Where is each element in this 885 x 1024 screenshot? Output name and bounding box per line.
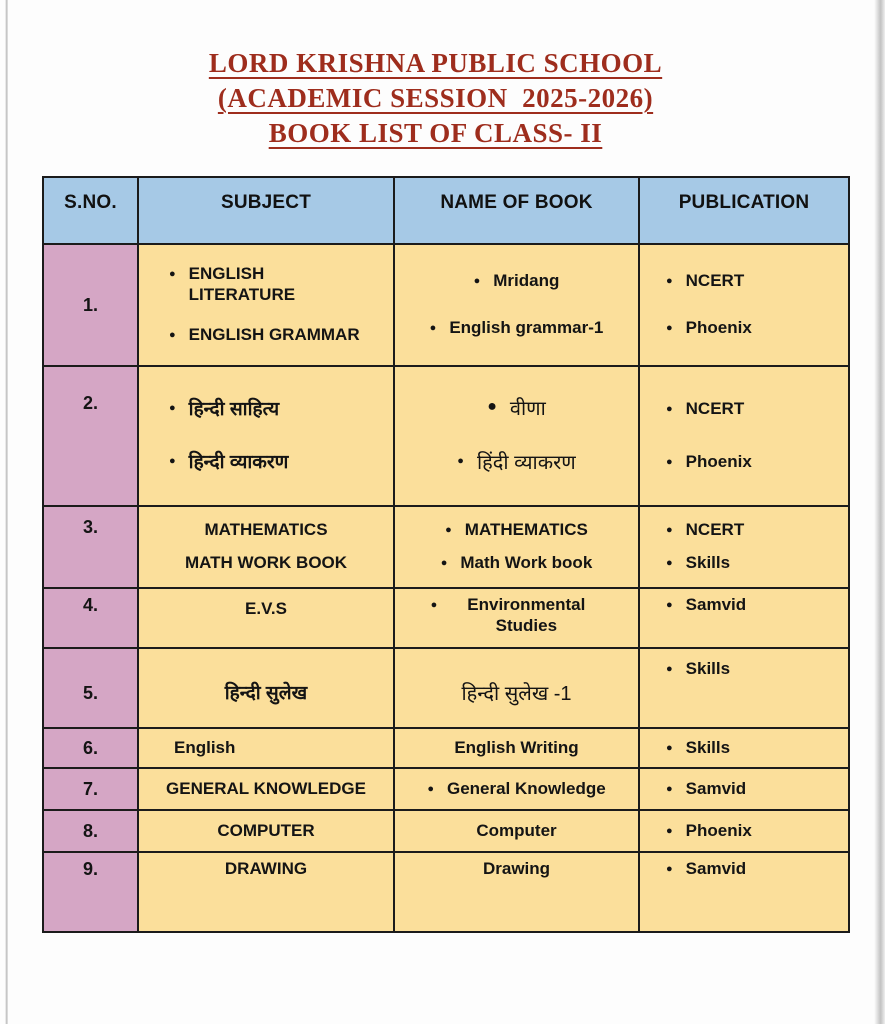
table-row: [43, 728, 849, 768]
publication-name: Phoenix: [685, 318, 752, 338]
serial-number: 8.: [82, 820, 98, 841]
table-row: [43, 244, 849, 366]
bullet-icon: ●: [445, 523, 452, 536]
bullet-icon: ●: [666, 863, 673, 875]
book-name: हिन्दी सुलेख -1: [461, 682, 572, 705]
publication-item: [666, 859, 746, 880]
book-item: [431, 595, 603, 636]
publication-name: Phoenix: [685, 820, 752, 840]
table-row: [43, 648, 849, 728]
table-row: [43, 810, 849, 852]
bullet-icon: ●: [169, 455, 176, 468]
book-item: [427, 779, 605, 800]
document-header: [0, 46, 871, 151]
col-header-book: NAME OF BOOK: [394, 177, 639, 244]
subject-item: [225, 682, 307, 705]
subject-item: [166, 779, 366, 800]
subject-text: ENGLISH LITERATURE: [188, 264, 296, 304]
subject-text: DRAWING: [224, 859, 308, 878]
bullet-icon: ●: [666, 523, 673, 536]
publication-item: [666, 452, 752, 473]
subject-item: [169, 451, 288, 474]
publication-item: [666, 271, 744, 292]
table-header-row: [43, 177, 849, 244]
academic-session: (ACADEMIC SESSION 2025-2026): [217, 83, 654, 113]
subject-text: ENGLISH GRAMMAR: [188, 324, 360, 344]
serial-number: 3.: [82, 517, 98, 537]
book-name: Computer: [476, 820, 557, 840]
serial-number: 1.: [82, 294, 98, 315]
bullet-icon: ●: [427, 782, 434, 795]
table-row: [43, 852, 849, 932]
book-item: [487, 397, 546, 421]
subject-text: हिन्दी साहित्य: [188, 398, 280, 420]
book-name: MATHEMATICS: [464, 519, 588, 539]
bullet-icon: ●: [666, 741, 673, 754]
book-item: [454, 738, 578, 759]
book-name: हिंदी व्याकरण: [476, 451, 576, 474]
serial-number: 5.: [82, 682, 98, 703]
book-item: [483, 859, 550, 880]
bullet-icon: ●: [457, 454, 464, 467]
publication-name: NCERT: [685, 271, 745, 291]
col-header-subject: SUBJECT: [138, 177, 394, 244]
serial-number: 7.: [82, 778, 98, 799]
publication-item: [666, 779, 746, 800]
subject-text: English: [174, 737, 236, 757]
subject-item: [245, 599, 287, 620]
serial-number: 2.: [82, 393, 98, 413]
book-name: General Knowledge: [446, 778, 606, 798]
book-name: वीणा: [509, 397, 546, 420]
book-item: [441, 553, 593, 574]
book-name: Mridang: [493, 271, 560, 291]
bullet-icon: ●: [169, 401, 176, 414]
bullet-icon: ●: [666, 322, 673, 335]
table-row: [43, 588, 849, 648]
bullet-icon: ●: [666, 557, 673, 570]
publication-name: Samvid: [685, 778, 747, 798]
book-item: [430, 318, 604, 339]
publication-name: Phoenix: [685, 452, 752, 472]
publication-name: NCERT: [685, 519, 745, 539]
book-list-table: [42, 176, 850, 933]
subject-item: [169, 398, 279, 421]
book-name: English Writing: [454, 737, 579, 757]
publication-item: [666, 318, 752, 339]
publication-item: [666, 553, 730, 574]
book-item: [476, 821, 556, 842]
subject-item: [225, 859, 307, 880]
serial-number: 9.: [82, 859, 98, 879]
bullet-icon: ●: [666, 456, 673, 469]
publication-item: [666, 595, 746, 616]
serial-number: 6.: [82, 737, 98, 758]
bullet-icon: ●: [430, 599, 438, 611]
book-name: English grammar-1: [449, 318, 604, 338]
bullet-icon: ●: [666, 275, 673, 288]
serial-number: 4.: [82, 595, 98, 615]
publication-item: [666, 520, 744, 541]
book-item: [474, 271, 560, 292]
table-row: [43, 506, 849, 588]
bullet-icon: ●: [473, 275, 481, 288]
bullet-icon: ●: [666, 824, 673, 837]
subject-text: GENERAL KNOWLEDGE: [166, 778, 366, 798]
subject-text: MATH WORK BOOK: [184, 553, 348, 573]
col-header-sno: S.NO.: [43, 177, 138, 244]
bullet-icon: ●: [666, 782, 673, 795]
publication-item: [666, 821, 752, 842]
publication-item: [666, 399, 744, 420]
school-name: LORD KRISHNA PUBLIC SCHOOL: [208, 48, 663, 78]
bullet-icon: ●: [169, 328, 176, 341]
page-edge-shadow-left: [5, 0, 8, 1024]
subject-item: [204, 520, 327, 541]
page-edge-shadow-right: [874, 0, 885, 1024]
book-name: Drawing: [482, 859, 551, 878]
col-header-publication: PUBLICATION: [639, 177, 849, 244]
subject-text: E.V.S: [245, 599, 287, 618]
book-name: Environmental Studies: [467, 595, 586, 635]
book-item: [461, 682, 571, 706]
subject-item: [185, 553, 347, 574]
subject-text: MATHEMATICS: [204, 519, 328, 539]
subject-item: [217, 821, 314, 842]
publication-name: Samvid: [685, 859, 747, 878]
table-row: [43, 366, 849, 506]
book-item: [457, 451, 575, 475]
publication-name: Samvid: [685, 595, 747, 614]
publication-name: NCERT: [685, 399, 745, 419]
table-row: [43, 768, 849, 810]
bullet-icon: ●: [666, 663, 673, 675]
publication-item: [666, 659, 730, 680]
subject-text: हिन्दी व्याकरण: [188, 452, 289, 474]
publication-name: Skills: [685, 737, 731, 757]
publication-item: [666, 738, 730, 759]
bullet-icon: ●: [440, 557, 448, 570]
bullet-icon: ●: [487, 397, 497, 415]
book-item: [445, 520, 588, 541]
book-list-title: BOOK LIST OF CLASS- II: [268, 118, 603, 148]
publication-name: Skills: [685, 659, 731, 678]
subject-item: [169, 264, 361, 305]
subject-item: [169, 325, 360, 346]
bullet-icon: ●: [666, 403, 673, 416]
subject-item: [174, 738, 235, 759]
subject-text: हिन्दी सुलेख: [224, 683, 308, 705]
bullet-icon: ●: [429, 322, 437, 335]
book-name: Math Work book: [460, 553, 593, 573]
bullet-icon: ●: [666, 599, 673, 611]
bullet-icon: ●: [169, 268, 176, 281]
subject-text: COMPUTER: [217, 820, 315, 840]
publication-name: Skills: [685, 553, 731, 573]
